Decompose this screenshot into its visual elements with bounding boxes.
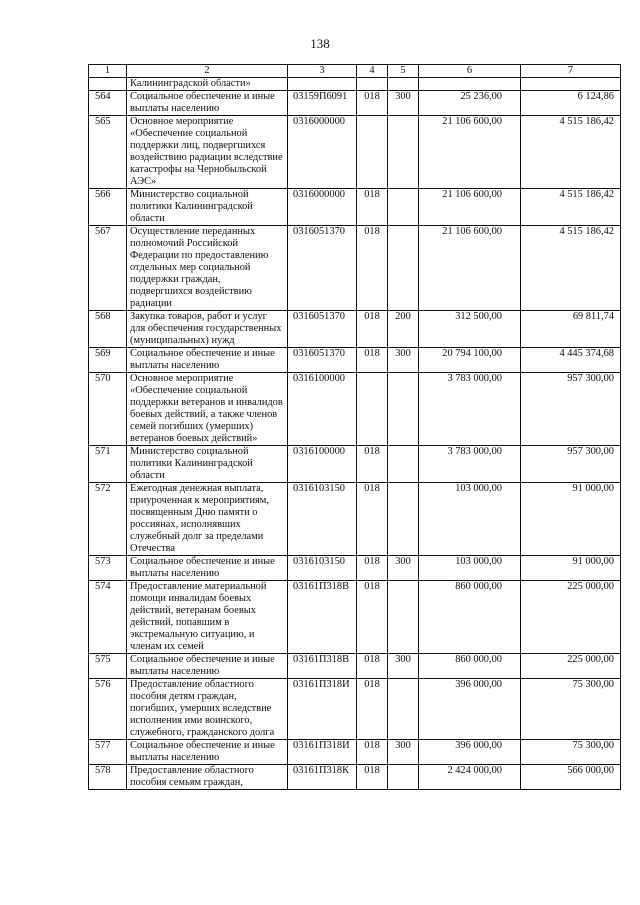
column-header: 5 (388, 65, 419, 78)
row-number-cell: 572 (89, 483, 127, 556)
code-cell: 0316000000 (288, 189, 357, 226)
name-cell: Социальное обеспечение и иные выплаты населению (127, 556, 288, 581)
table-row (89, 679, 621, 740)
header-row (89, 65, 621, 78)
amount-cell: 103 000,00 (419, 483, 521, 556)
name-cell: Социальное обеспечение и иные выплаты населению (127, 348, 288, 373)
table-row (89, 189, 621, 226)
code-cell: 0316000000 (288, 116, 357, 189)
code-cell: 0316100000 (288, 373, 357, 446)
name-cell: Основное мероприятие «Обеспечение социальной поддержки ветеранов и инвалидов боевых действий, а также членов семей погибших (умерших) ветеранов боевых действий» (127, 373, 288, 446)
code-cell: 03161П318И (288, 740, 357, 765)
amount-cell: 396 000,00 (419, 679, 521, 740)
amount-executed-cell (521, 78, 621, 91)
grbs-cell: 018 (357, 740, 388, 765)
row-number-cell (89, 78, 127, 91)
name-cell: Министерство социальной политики Калининградской области (127, 189, 288, 226)
code-cell: 0316103150 (288, 556, 357, 581)
name-cell: Социальное обеспечение и иные выплаты населению (127, 91, 288, 116)
expense-type-cell: 300 (388, 556, 419, 581)
row-number-cell: 575 (89, 654, 127, 679)
expense-type-cell: 300 (388, 654, 419, 679)
table-row (89, 654, 621, 679)
row-number-cell: 567 (89, 226, 127, 311)
amount-executed-cell: 69 811,74 (521, 311, 621, 348)
code-cell: 0316100000 (288, 446, 357, 483)
code-cell: 03161П318К (288, 765, 357, 790)
name-cell: Предоставление областного пособия детям граждан, погибших, умерших вследствие исполнения ими воинского, служебного, гражданского долга (127, 679, 288, 740)
row-number-cell: 578 (89, 765, 127, 790)
grbs-cell: 018 (357, 556, 388, 581)
grbs-cell: 018 (357, 483, 388, 556)
expense-type-cell (388, 226, 419, 311)
amount-cell: 3 783 000,00 (419, 446, 521, 483)
table-row (89, 765, 621, 790)
table-row (89, 348, 621, 373)
row-number-cell: 576 (89, 679, 127, 740)
table-row (89, 556, 621, 581)
expense-type-cell (388, 189, 419, 226)
table-row (89, 311, 621, 348)
expense-type-cell: 300 (388, 740, 419, 765)
name-cell: Основное мероприятие «Обеспечение социальной поддержки лиц, подвергшихся воздействию радиации вследствие катастрофы на Чернобыльской АЭС» (127, 116, 288, 189)
grbs-cell (357, 373, 388, 446)
expense-type-cell (388, 679, 419, 740)
row-number-cell: 570 (89, 373, 127, 446)
amount-cell: 396 000,00 (419, 740, 521, 765)
amount-executed-cell: 91 000,00 (521, 483, 621, 556)
grbs-cell: 018 (357, 765, 388, 790)
amount-cell: 21 106 600,00 (419, 189, 521, 226)
grbs-cell: 018 (357, 91, 388, 116)
row-number-cell: 568 (89, 311, 127, 348)
amount-cell: 860 000,00 (419, 654, 521, 679)
table-row (89, 373, 621, 446)
table-row (89, 483, 621, 556)
amount-executed-cell: 75 300,00 (521, 740, 621, 765)
code-cell: 0316051370 (288, 311, 357, 348)
name-cell: Предоставление материальной помощи инвалидам боевых действий, ветеранам боевых действий, попавшим в экстремальную ситуацию, и членам их семей (127, 581, 288, 654)
amount-executed-cell: 566 000,00 (521, 765, 621, 790)
amount-cell: 312 500,00 (419, 311, 521, 348)
budget-table (88, 64, 621, 790)
expense-type-cell (388, 765, 419, 790)
amount-executed-cell: 4 445 374,68 (521, 348, 621, 373)
page-number: 138 (310, 36, 330, 51)
column-header: 6 (419, 65, 521, 78)
expense-type-cell: 300 (388, 348, 419, 373)
amount-executed-cell: 6 124,86 (521, 91, 621, 116)
grbs-cell: 018 (357, 226, 388, 311)
code-cell: 03161П318И (288, 679, 357, 740)
row-number-cell: 566 (89, 189, 127, 226)
amount-cell (419, 78, 521, 91)
grbs-cell (357, 116, 388, 189)
amount-executed-cell: 4 515 186,42 (521, 116, 621, 189)
name-cell: Ежегодная денежная выплата, приуроченная к мероприятиям, посвященным Дню памяти о россиянах, исполнявших служебный долг за пределами Отечества (127, 483, 288, 556)
grbs-cell: 018 (357, 446, 388, 483)
amount-executed-cell: 957 300,00 (521, 373, 621, 446)
expense-type-cell (388, 116, 419, 189)
expense-type-cell (388, 446, 419, 483)
name-cell: Министерство социальной политики Калининградской области (127, 446, 288, 483)
amount-cell: 3 783 000,00 (419, 373, 521, 446)
table-row (89, 91, 621, 116)
grbs-cell: 018 (357, 348, 388, 373)
table-row (89, 740, 621, 765)
row-number-cell: 564 (89, 91, 127, 116)
amount-executed-cell: 225 000,00 (521, 581, 621, 654)
grbs-cell: 018 (357, 189, 388, 226)
column-header: 3 (288, 65, 357, 78)
name-cell: Социальное обеспечение и иные выплаты населению (127, 740, 288, 765)
column-header: 2 (127, 65, 288, 78)
amount-cell: 860 000,00 (419, 581, 521, 654)
table-row (89, 226, 621, 311)
expense-type-cell: 200 (388, 311, 419, 348)
name-cell: Социальное обеспечение и иные выплаты населению (127, 654, 288, 679)
grbs-cell: 018 (357, 679, 388, 740)
expense-type-cell (388, 78, 419, 91)
code-cell: 03161П318В (288, 654, 357, 679)
amount-executed-cell: 91 000,00 (521, 556, 621, 581)
row-number-cell: 565 (89, 116, 127, 189)
expense-type-cell: 300 (388, 91, 419, 116)
code-cell: 0316103150 (288, 483, 357, 556)
row-number-cell: 569 (89, 348, 127, 373)
grbs-cell: 018 (357, 311, 388, 348)
expense-type-cell (388, 483, 419, 556)
expense-type-cell (388, 581, 419, 654)
row-number-cell: 574 (89, 581, 127, 654)
amount-cell: 25 236,00 (419, 91, 521, 116)
amount-executed-cell: 4 515 186,42 (521, 226, 621, 311)
name-cell: Закупка товаров, работ и услуг для обеспечения государственных (муниципальных) нужд (127, 311, 288, 348)
table-row (89, 446, 621, 483)
grbs-cell: 018 (357, 654, 388, 679)
column-header: 7 (521, 65, 621, 78)
amount-cell: 103 000,00 (419, 556, 521, 581)
table-body (89, 78, 621, 790)
amount-cell: 20 794 100,00 (419, 348, 521, 373)
name-cell: Осуществление переданных полномочий Российской Федерации по предоставлению отдельных мер социальной поддержки граждан, подвергшихся воздействию радиации (127, 226, 288, 311)
column-header: 4 (357, 65, 388, 78)
table-row (89, 78, 621, 91)
code-cell: 03161П318В (288, 581, 357, 654)
row-number-cell: 571 (89, 446, 127, 483)
grbs-cell (357, 78, 388, 91)
grbs-cell: 018 (357, 581, 388, 654)
row-number-cell: 577 (89, 740, 127, 765)
amount-executed-cell: 75 300,00 (521, 679, 621, 740)
name-cell: Калининградской области» (127, 78, 288, 91)
amount-cell: 21 106 600,00 (419, 226, 521, 311)
table-row (89, 581, 621, 654)
expense-type-cell (388, 373, 419, 446)
amount-executed-cell: 957 300,00 (521, 446, 621, 483)
code-cell: 0316051370 (288, 226, 357, 311)
column-header: 1 (89, 65, 127, 78)
code-cell: 0316051370 (288, 348, 357, 373)
amount-cell: 2 424 000,00 (419, 765, 521, 790)
name-cell: Предоставление областного пособия семьям граждан, (127, 765, 288, 790)
code-cell (288, 78, 357, 91)
amount-executed-cell: 4 515 186,42 (521, 189, 621, 226)
code-cell: 03159П6091 (288, 91, 357, 116)
row-number-cell: 573 (89, 556, 127, 581)
amount-cell: 21 106 600,00 (419, 116, 521, 189)
table-row (89, 116, 621, 189)
amount-executed-cell: 225 000,00 (521, 654, 621, 679)
